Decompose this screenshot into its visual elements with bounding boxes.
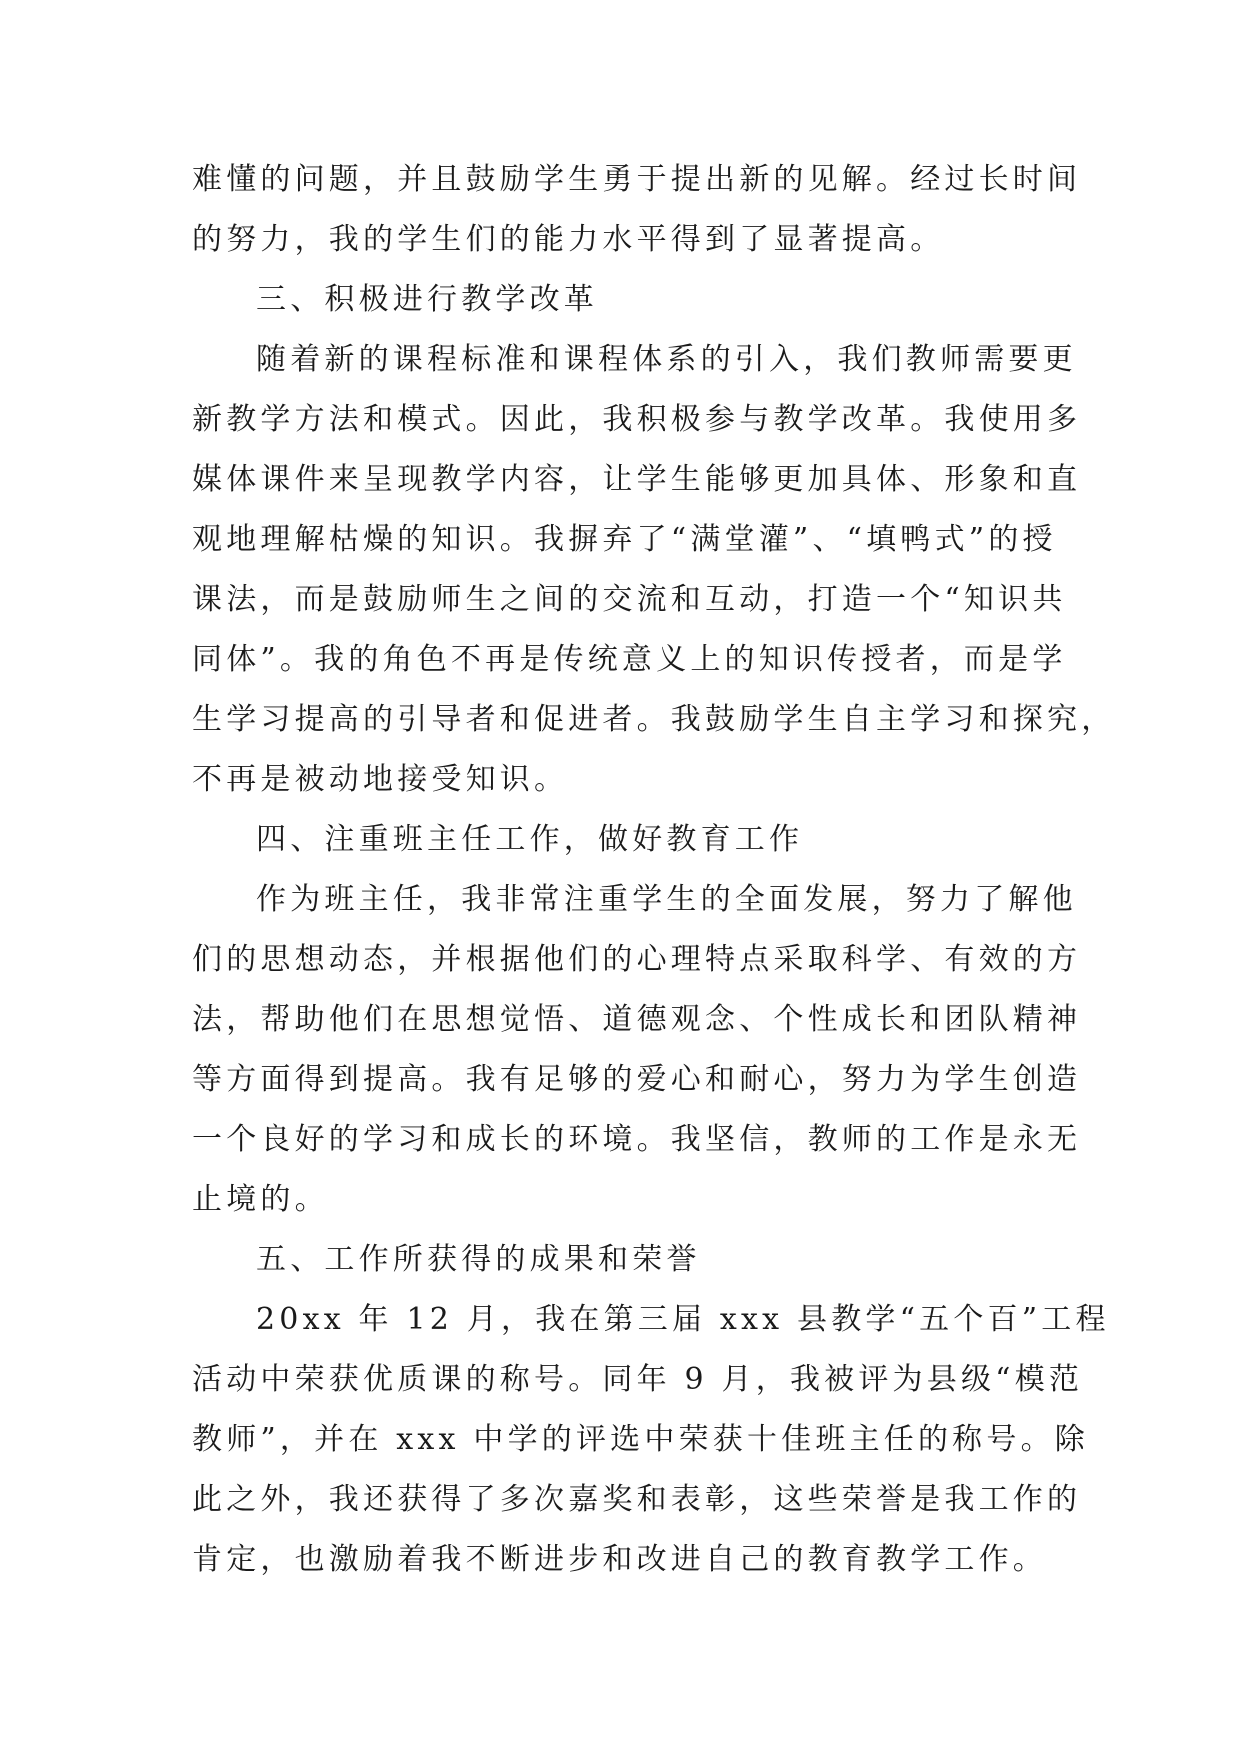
text-line: 生学习提高的引导者和促进者。我鼓励学生自主学习和探究， xyxy=(192,702,1116,737)
text-line: 不再是被动地接受知识。 xyxy=(192,762,569,797)
text-line: 法，帮助他们在思想觉悟、道德观念、个性成长和团队精神 xyxy=(192,1002,1082,1037)
text-line: 的努力，我的学生们的能力水平得到了显著提高。 xyxy=(192,222,945,257)
text-line: 此之外，我还获得了多次嘉奖和表彰，这些荣誉是我工作的 xyxy=(192,1482,1082,1517)
text-line: 观地理解枯燥的知识。我摒弃了“满堂灌”、“填鸭式”的授 xyxy=(192,522,1057,557)
document-body xyxy=(192,150,1116,1590)
section-heading-5: 五、工作所获得的成果和荣誉 xyxy=(256,1242,701,1277)
text-line: 20xx 年 12 月，我在第三届 xxx 县教学“五个百”工程 xyxy=(256,1302,1110,1337)
text-line: 同体”。我的角色不再是传统意义上的知识传授者，而是学 xyxy=(192,642,1067,677)
section-heading-3: 三、积极进行教学改革 xyxy=(256,282,598,317)
text-line: 活动中荣获优质课的称号。同年 9 月，我被评为县级“模范 xyxy=(192,1362,1084,1397)
text-line: 新教学方法和模式。因此，我积极参与教学改革。我使用多 xyxy=(192,402,1082,437)
text-line: 止境的。 xyxy=(192,1182,329,1217)
text-line: 课法，而是鼓励师生之间的交流和互动，打造一个“知识共 xyxy=(192,582,1067,617)
section-heading-4: 四、注重班主任工作，做好教育工作 xyxy=(256,822,804,857)
text-line: 教师”，并在 xxx 中学的评选中荣获十佳班主任的称号。除 xyxy=(192,1422,1089,1457)
text-line: 一个良好的学习和成长的环境。我坚信，教师的工作是永无 xyxy=(192,1122,1082,1157)
text-line: 作为班主任，我非常注重学生的全面发展，努力了解他 xyxy=(256,882,1077,917)
text-line: 们的思想动态，并根据他们的心理特点采取科学、有效的方 xyxy=(192,942,1082,977)
text-line: 等方面得到提高。我有足够的爱心和耐心，努力为学生创造 xyxy=(192,1062,1082,1097)
text-line: 随着新的课程标准和课程体系的引入，我们教师需要更 xyxy=(256,342,1077,377)
text-line: 媒体课件来呈现教学内容，让学生能够更加具体、形象和直 xyxy=(192,462,1082,497)
text-line: 难懂的问题，并且鼓励学生勇于提出新的见解。经过长时间 xyxy=(192,162,1082,197)
text-line: 肯定，也激励着我不断进步和改进自己的教育教学工作。 xyxy=(192,1542,1047,1577)
